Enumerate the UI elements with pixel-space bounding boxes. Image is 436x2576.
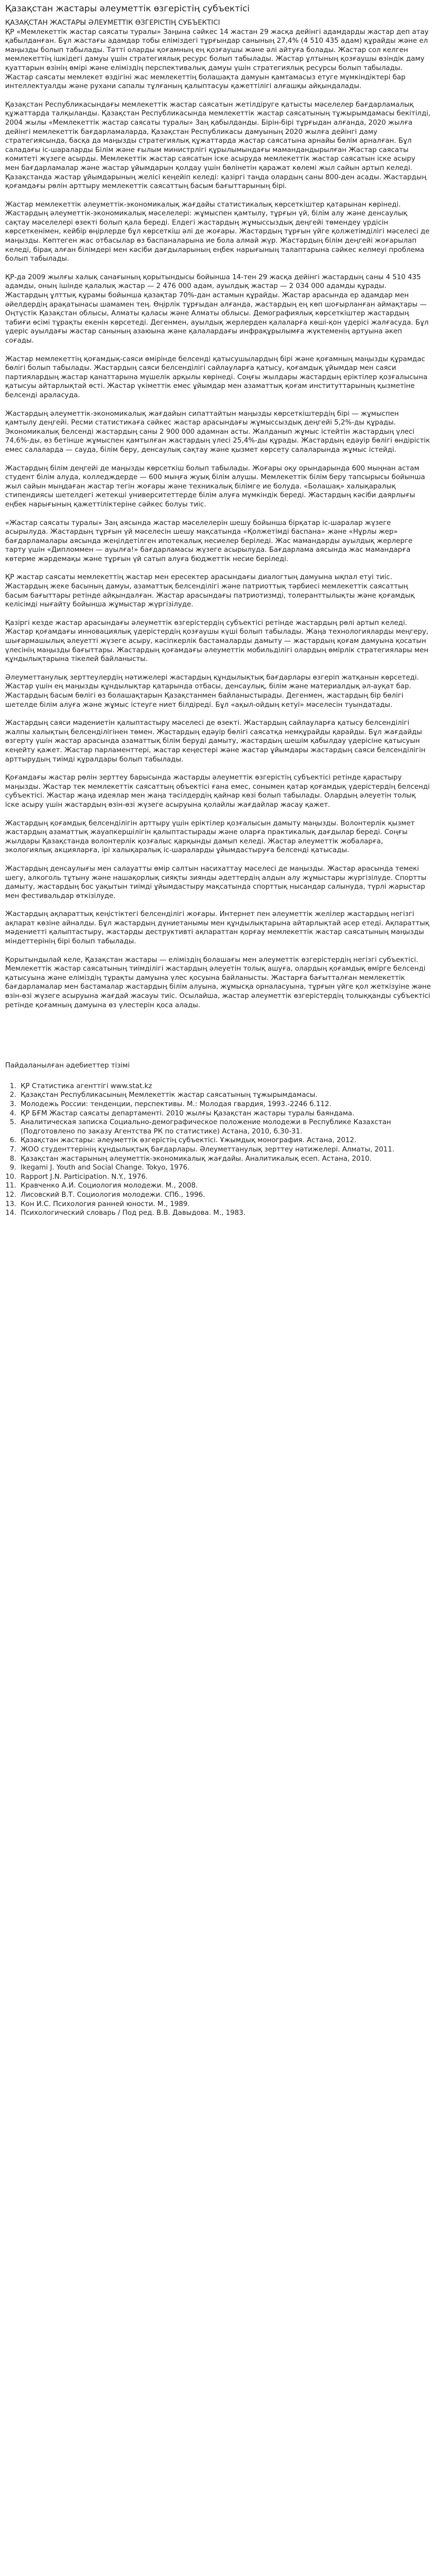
reference-item: 2. Қазақстан Республикасының Мемлекеттік жастар саясатының тұжырымдамасы. (19, 1091, 431, 1100)
article-paragraph: Әлеуметтанулық зерттеулердің нәтижелері жастардың құндылықтық бағдарлары өзгеріп жатқанын көрсетеді. Жастар үшін ең маңызды құндылықтар қатарында отбасы, денсаулық, білім және материалдық әл-ауқат бар. Жастардың басым бөлігі өз болашақтарын Қазақстанмен байланыстырады. Дегенмен, жастардың бір бөлігі шетелде білім алуға және жұмыс істеуге ниет білдіреді. Бұл «ақыл-ойдың кетуі» мәселесін туындатады. (5, 673, 419, 709)
references-title: Пайдаланылған әдебиеттер тізімі (5, 1062, 130, 1070)
reference-item: 3. Молодежь России: тенденции, перспективы. М.: Молодая гвардия, 1993.-2246 б.112. (19, 1100, 431, 1109)
article-paragraph: Жастардың әлеуметтік-экономикалық жағдайын сипаттайтын маңызды көрсеткіштердің бірі — жұмыспен қамтылу деңгейі. Ресми статистикаға сәйкес жастар арасындағы жұмыссыздық деңгейі 5,2%-ды құрады. Экономикалық белсенді жастардың саны 2 900 000 адамнан асты. Жалданып жұмыс істейтін жастардың үлесі 74,6%-ды, өз бетінше жұмыспен қамтылған жастардың үлесі 25,4%-ды құрады. Жастардың едәуір бөлігі өндірістік емес салаларда — сауда, білім беру, денсаулық сақтау және қызмет көрсету салаларында жұмыс істейді. (5, 410, 430, 454)
article-paragraph: Жастардың денсаулығы мен салауатты өмір салтын насихаттау мәселесі де маңызды. Жастар арасында темекі шегу, алкоголь тұтыну және нашақорлық сияқты зиянды әдеттердің алдын алу жұмыстары жүргізілуде. Спортты дамыту, жастардың бос уақытын тиімді ұйымдастыру мақсатында спорттық нысандар салынуда, түрлі жарыстар мен фестивальдар өткізілуде. (5, 865, 427, 900)
reference-item: 7. ЖОО студенттерінің құндылықтық бағдарлары. Әлеуметтанулық зерттеу нәтижелері. Алматы, 2011. (19, 1145, 431, 1155)
article-paragraph: ҚР-да 2009 жылғы халық санағының қорытындысы бойынша 14-тен 29 жасқа дейінгі жастардың саны 4 510 435 адамды, оның ішінде қалалық жастар — 2 476 000 адам, ауылдық жастар — 2 034 000 адамды құрады. Жастардың ұлттық құрамы бойынша қазақтар 70%-дан астамын құрайды. Жастар арасында ер адамдар мен әйелдердің арақатынасы шамамен тең. Өңірлік тұрғыдан алғанда, жастардың ең көп шоғырланған аймақтары — Оңтүстік Қазақстан облысы, Алматы қаласы және Алматы облысы. Демографиялық көрсеткіштер жастардың табиғи өсімі тұрақты екенін көрсетеді. Дегенмен, ауылдық жерлерден қалаларға көші-қон үдерісі жалғасуда. Бұл үдеріс ауылдағы жастар санының азаюына және қалалардағы инфрақұрылымға жүктеменің артуына әкеп соғады. (5, 273, 429, 345)
article-paragraph: Қорытындылай келе, Қазақстан жастары — еліміздің болашағы мен әлеуметтік өзгерістердің негізгі субъектісі. Мемлекеттік жастар саясатының тиімділігі жастардың әлеуетін толық ашуға, олардың қоғамдық өмірге белсенді қатысуына және еліміздің тұрақты дамуына үлес қосуына байланысты. Жастарға бағытталған мемлекеттік бағдарламалар мен бастамалар жастардың білім алуына, жұмысқа орналасуына, тұрғын үйге қол жеткізуіне және өзін-өзі жүзеге асыруына жағдай жасауы тиіс. Осылайша, жастар әлеуметтік өзгерістердің толыққанды субъектісі ретінде қоғамның дамуына өз үлестерін қоса алады. (5, 956, 431, 1009)
reference-item: 11. Кравченко А.И. Социология молодежи. М., 2008. (19, 1181, 431, 1191)
reference-item: 1. ҚР Статистика агенттігі www.stat.kz (19, 1082, 431, 1091)
reference-item: 8. Қазақстан жастарының әлеуметтік-экономикалық жағдайы. Аналитикалық есеп. Астана, 2010. (19, 1155, 431, 1164)
reference-item: 6. Қазақстан жастары: әлеуметтік өзгерістің субъектісі. Ұжымдық монография. Астана, 2012. (19, 1136, 431, 1145)
article-heading: ҚАЗАҚСТАН ЖАСТАРЫ ӘЛЕУМЕТТІК ӨЗГЕРІСТІҢ СУБЪЕКТІСІ (5, 19, 220, 27)
page (0, 0, 436, 1218)
article-paragraph: Қазіргі кезде жастар арасындағы әлеуметтік өзгерістердің субъектісі ретінде жастардың рөлі артып келеді. Жастар қоғамдағы инновациялық үдерістердің қозғаушы күші болып табылады. Жаңа технологияларды меңгеру, шығармашылық әлеуетті жүзеге асыру, кәсіпкерлік бастамаларды дамыту — жастардың қоғам дамуына қосатын үлесінің маңызды бағыттары. Жастардың қоғамдағы әлеуметтік мобильділігі олардың өмірлік стратегиялары мен құндылықтарына тікелей байланысты. (5, 619, 429, 664)
article-paragraph: Жастардың білім деңгейі де маңызды көрсеткіш болып табылады. Жоғары оқу орындарында 600 мыңнан астам студент білім алуда, колледждерде — 600 мыңға жуық білім алушы. Мемлекеттік білім беру тапсырысы бойынша жыл сайын мыңдаған жастар тегін жоғары және техникалық білімге ие болуда. «Болашақ» халықаралық стипендиясы шетелдегі жетекші университеттерде білім алуға мүмкіндік береді. Жастардың кәсіби даярлығы еңбек нарығының қажеттіліктеріне сәйкес болуы тиіс. (5, 464, 425, 509)
reference-item: 10. Rapport J.N. Participation. N.Y., 1976. (19, 1173, 431, 1182)
reference-item: 9. Ikegami J. Youth and Social Change. Tokyo, 1976. (19, 1163, 431, 1173)
article-paragraph: Жастардың саяси мәдениетін қалыптастыру мәселесі де өзекті. Жастардың сайлауларға қатысу белсенділігі жалпы халықтың белсенділігінен төмен. Жастардың едәуір бөлігі саясатқа немқұрайды қарайды. Бұл жағдайды өзгерту үшін жастар арасында азаматтық білім беруді дамыту, жастардың шешім қабылдау үдерісіне қатысуын кеңейту қажет. Жастар парламенттері, жастар кеңестері және жастар ұйымдары жастардың саяси белсенділігін арттырудың тиімді құралдары болып табылады. (5, 719, 426, 764)
reference-item: 4. ҚР БҒМ Жастар саясаты департаменті. 2010 жылғы Қазақстан жастары туралы баяндама. (19, 1109, 431, 1118)
article-paragraph: Қазақстан Республикасындағы мемлекеттік жастар саясатын жетілдіруге қатысты мәселелер бағдарламалық құжаттарда талқыланды. Қазақстан Республикасында мемлекеттік жастар саясатының тұжырымдамасы бекітілді, 2004 жылы «Мемлекеттік жастар саясаты туралы» Заң қабылданды. Бірін-бірі тұрғыдан алғанда, 2020 жылға дейінгі мемлекеттік бағдарламаларда, Қазақстан Республикасы дамуының 2020 жылға дейінгі даму стратегиясында, басқа да маңызды стратегиялық құжаттарда жастар саясатына арнайы бөлім арналған. Бұл саладағы іс-шараларды Білім және ғылым министрлігі құрылымындағы мамандандырылған Жастар саясаты комитеті жүзеге асырды. Мемлекеттік жастар саясатын іске асыруда мемлекеттік жастар саясатын іске асыру мен бағдарламалар және жастар ұйымдарын қолдау үшін бөлінетін қаражат көлемі жыл сайын артып келеді. Қазақстанда жастар ұйымдарының желісі кеңейіп келеді: қазіргі таңда олардың саны 800-ден асады. Жастардың қоғамдағы рөлін арттыру мемлекеттік саясаттың басым бағыттарының бірі. (5, 100, 431, 191)
reference-item: 13. Кон И.С. Психология ранней юности. М., 1989. (19, 1200, 431, 1209)
article-paragraph: «Жастар саясаты туралы» Заң аясында жастар мәселелерін шешу бойынша бірқатар іс-шаралар жүзеге асырылуда. Жастардың тұрғын үй мәселесін шешу мақсатында «Қолжетімді баспана» және «Нұрлы жер» бағдарламалары аясында жеңілдетілген ипотекалық несиелер беріледі. Жас мамандарды ауылдық жерлерге тарту үшін «Дипломмен — ауылға!» бағдарламасы жүзеге асырылуда. Бағдарлама аясында жас мамандарға көтерме жәрдемақы және тұрғын үй сатып алуға бюджеттік несие беріледі. (5, 519, 413, 563)
article-paragraph: ҚР «Мемлекеттік жастар саясаты туралы» Заңына сәйкес 14 жастан 29 жасқа дейінгі адамдарды жастар деп атау қабылданған. Бұл жастағы адамдар тобы еліміздегі тұрғындар санының 27,4% (4 510 435 адам) құрайды және ел маңызды болып табылады. Тәтті оларды қоғамның ең қозғаушы және әлі айтуға болады. Жастар сол келген мемлекеттің ішкідегі дамуы үшін стратегиялық ресурс болып табылады. Жастар ұлтының қозғаушы өзіндік даму қуаттарын өзінің өмірі және еліміздің перспективалық дамуы үшін стратегиялық ресурсы болып табылады. Жастар саясаты мемлекет өздігіні жас мемлекеттің болашақта дамуын қамтамасыз етуге мүмкіндіктері бар интеллектуалды және рухани сапалы тұлғаның қалыптасуы қажеттілігі алғашқы айқындалады. (5, 28, 429, 91)
article-paragraph: ҚР жастар саясаты мемлекеттің жастар мен ересектер арасындағы диалогтың дамуына ықпал етуі тиіс. Жастардың жеке басының дамуы, азаматтық белсенділігі және патриоттық тәрбиесі мемлекеттік саясаттың басым бағыттары ретінде айқындалған. Жастар арасындағы патриотизмді, толеранттылықты және қоғамдық келісімді нығайту бойынша жұмыстар жүргізілуде. (5, 573, 415, 609)
references-section (5, 1061, 431, 1218)
reference-item: 12. Лисовский В.Т. Социология молодежи. СПб., 1996. (19, 1191, 431, 1200)
article-paragraph: Жастардың ақпараттық кеңістіктегі белсенділігі жоғары. Интернет пен әлеуметтік желілер жастардың негізгі ақпарат көзіне айналды. Бұл жастардың дүниетанымы мен құндылықтарына айтарлықтай әсер етеді. Ақпараттық мәдениетті қалыптастыру, жастарды деструктивті ақпараттан қорғау мемлекеттік жастар саясатының маңызды міндеттерінің бірі болып табылады. (5, 910, 429, 946)
article-paragraph: Жастар мемлекеттің қоғамдық-саяси өмірінде белсенді қатысушылардың бірі және қоғамның маңызды құрамдас бөлігі болып табылады. Жастардың саяси белсенділігі сайлауларға қатысу, қоғамдық ұйымдар мен саяси партиялардың жастар қанаттарына мүшелік арқылы көрінеді. Соңғы жылдары жастардың еріктілер қозғалысына қатысуы айтарлықтай өсті. Жастар үкіметтік емес ұйымдар мен азаматтық қоғам институттарының қызметіне белсенді араласуда. (5, 355, 428, 399)
article-paragraph: Жастар мемлекеттік әлеуметтік-экономикалық жағдайы статистикалық көрсеткіштер қатарынан көрінеді. Жастардың әлеуметтік-экономикалық мәселелері: жұмыспен қамтылу, тұрғын үй, білім алу және денсаулық сақтау мәселелері өзекті болып қала береді. Елдегі жастардың жұмыссыздық деңгейі төмендеу үрдісін көрсеткенімен, кейбір өңірлерде бұл көрсеткіш әлі де жоғары. Жастардың тұрғын үйге қолжетімділігі мәселесі де маңызды. Көптеген жас отбасылар өз баспаналарына ие бола алмай жүр. Жастардың білім деңгейі жоғарылап келеді, бірақ алған білімдері мен кәсіби дағдыларының еңбек нарығының талаптарына сәйкес келмеуі проблема болып табылады. (5, 200, 430, 263)
reference-item: 5. Аналитическая записка Социально-демографическое положение молодежи в Республике Казахстан (Подготовлено по заказу Агентства РК по статистике) Астана, 2010, б.30-31. (19, 1118, 431, 1136)
reference-item: 14. Психологический словарь / Под ред. В.В. Давыдова. М., 1983. (19, 1209, 431, 1218)
references-list (5, 1082, 431, 1218)
article-body (5, 19, 431, 1010)
article-title: Қазақстан жастары әлеуметтік өзгерістің субъектісі (5, 4, 250, 14)
article-paragraph: Қоғамдағы жастар рөлін зерттеу барысында жастарды әлеуметтік өзгерістің субъектісі ретінде қарастыру маңызды. Жастар тек мемлекеттік саясаттың объектісі ғана емес, сонымен қатар қоғамдық үдерістердің белсенді субъектісі. Жастар жаңа идеялар мен жаңа тәсілдердің қайнар көзі болып табылады. Олардың әлеуетін толық іске асыру үшін жастардың өзін-өзі жүзеге асыруына қолайлы жағдайлар жасау қажет. (5, 774, 430, 809)
article-paragraph: Жастардың қоғамдық белсенділігін арттыру үшін еріктілер қозғалысын дамыту маңызды. Волонтерлік қызмет жастардың азаматтық жауапкершілігін қалыптастырады және оларға практикалық дағдылар береді. Соңғы жылдары Қазақстанда волонтерлік қозғалыс қарқынды дамып келеді. Жастар әлеуметтік жобаларға, экологиялық акцияларға, ірі халықаралық іс-шараларды ұйымдастыруға белсенді қатысады. (5, 819, 415, 855)
